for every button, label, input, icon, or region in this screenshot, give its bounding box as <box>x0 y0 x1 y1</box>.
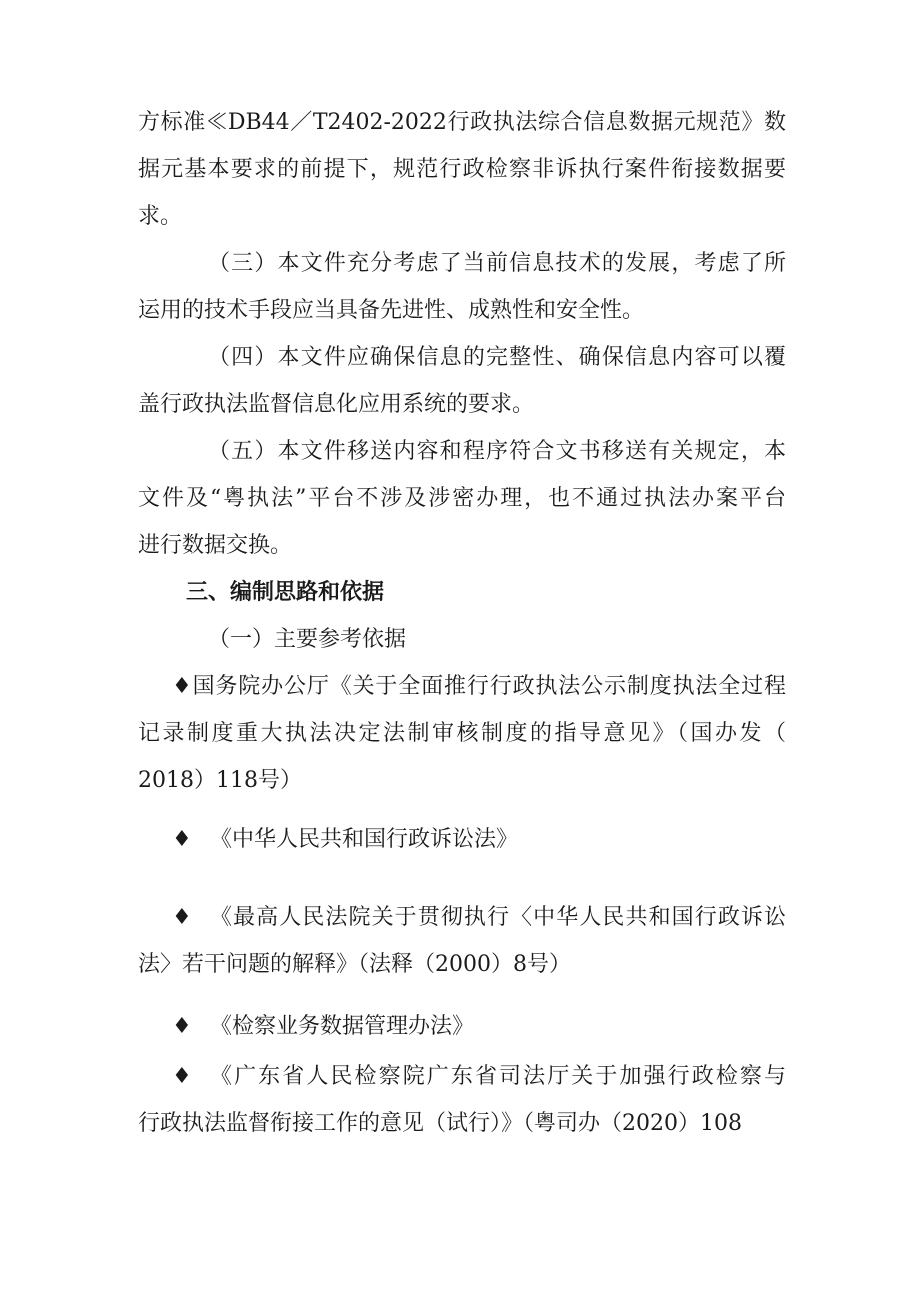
para-2-line-1: （三）本文件充分考虑了当前信息技术的发展，考虑了所 <box>208 251 786 276</box>
reference-1-line-1: ♦国务院办公厅《关于全面推行行政执法公示制度执法全过程 <box>172 674 786 699</box>
para-4-line-1: （五）本文件移送内容和程序符合文书移送有关规定，本 <box>208 439 786 464</box>
para-4-line-3: 进行数据交换。 <box>138 533 293 558</box>
diamond-bullet-icon: ♦ <box>172 1014 192 1039</box>
para-1-line-2: 据元基本要求的前提下，规范行政检察非诉执行案件衔接数据要 <box>138 157 786 182</box>
section-heading: 三、编制思路和依据 <box>186 580 385 605</box>
diamond-bullet-icon: ♦ <box>172 905 192 930</box>
reference-3-line-1: 《最高人民法院关于贯彻执行〈中华人民共和国行政诉讼 <box>210 905 786 930</box>
reference-5-line-2: 行政执法监督衔接工作的意见（试行）》（粤司办（2020）108 <box>138 1111 742 1136</box>
reference-1-line-2: 记录制度重大执法决定法制审核制度的指导意见》（国办发（ <box>138 721 786 746</box>
reference-4: 《检察业务数据管理办法》 <box>210 1014 475 1039</box>
para-4-line-2: 文件及“粤执法”平台不涉及涉密办理，也不通过执法办案平台 <box>138 486 786 511</box>
reference-5-line-1: 《广东省人民检察院广东省司法厅关于加强行政检察与 <box>210 1064 786 1089</box>
para-1-line-1: 方标准≪DB44／T2402-2022行政执法综合信息数据元规范》数 <box>138 110 786 135</box>
para-3-line-1: （四）本文件应确保信息的完整性、确保信息内容可以覆 <box>208 345 786 370</box>
diamond-bullet-icon: ♦ <box>172 827 192 852</box>
para-1-line-3: 求。 <box>138 204 183 229</box>
reference-2: 《中华人民共和国行政诉讼法》 <box>210 827 519 852</box>
para-3-line-2: 盖行政执法监督信息化应用系统的要求。 <box>138 392 535 417</box>
reference-3-line-2: 法〉若干问题的解释》（法释（2000）8号） <box>138 952 571 977</box>
reference-1-line-3: 2018）118号） <box>138 768 302 793</box>
para-2-line-2: 运用的技术手段应当具备先进性、成熟性和安全性。 <box>138 298 645 323</box>
diamond-bullet-icon: ♦ <box>172 1064 192 1089</box>
subsection-heading: （一）主要参考依据 <box>208 627 407 652</box>
